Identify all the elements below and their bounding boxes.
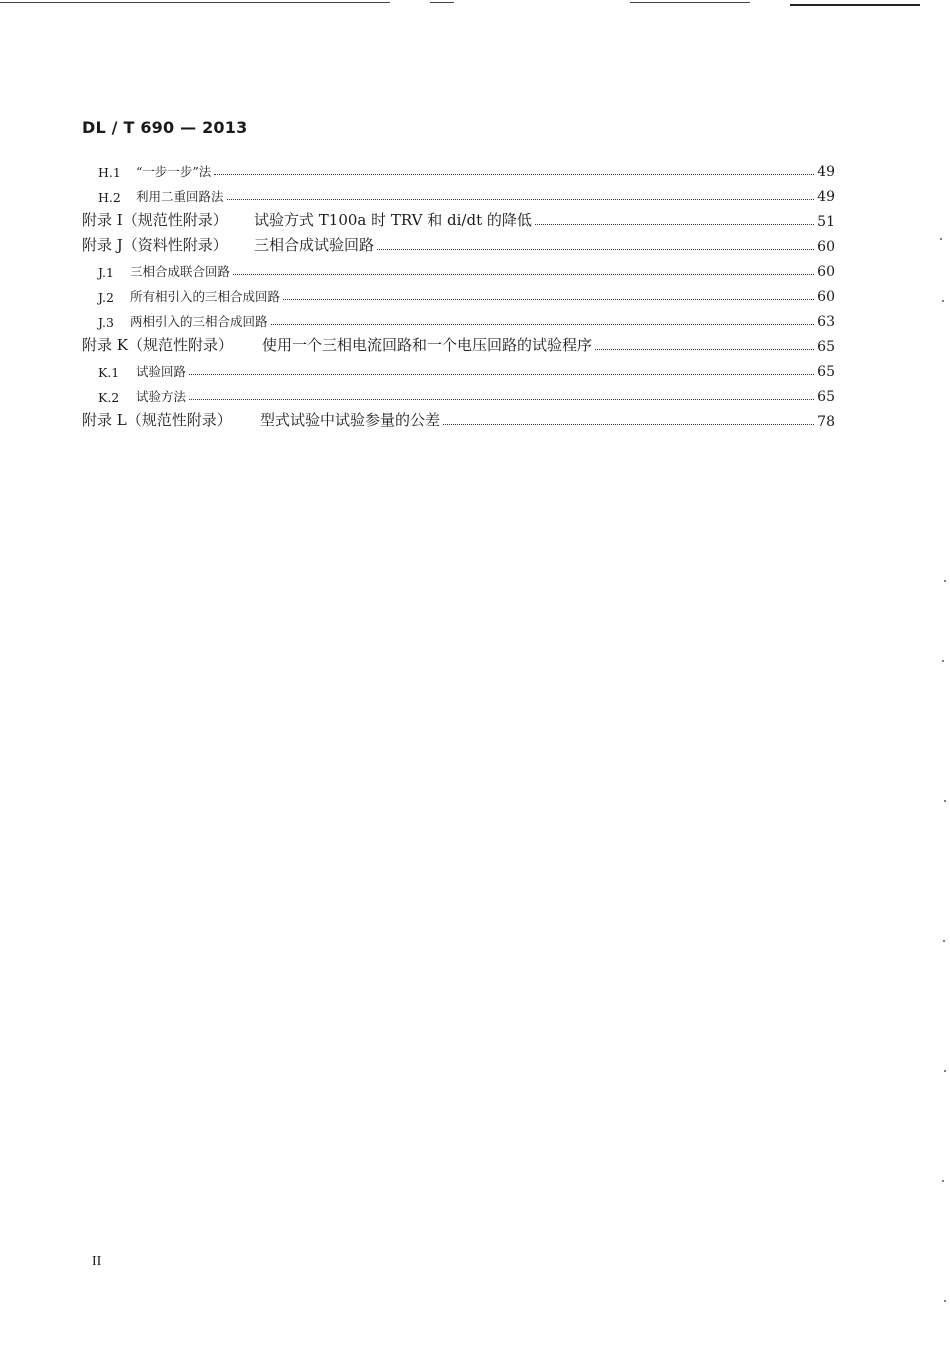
toc-entry[interactable] (0, 281, 950, 305)
toc-dot-leader (189, 399, 814, 400)
toc-entry-number: J.3 (98, 315, 114, 330)
toc-entry[interactable] (0, 206, 950, 230)
toc-entry-number: H.1 (98, 165, 121, 180)
toc-entry-page: 60 (817, 264, 835, 280)
toc-entry-title: 试验方式 T100a 时 TRV 和 di/dt 的降低 (254, 211, 532, 229)
document-code-header: DL / T 690 — 2013 (82, 118, 248, 137)
toc-entry[interactable] (0, 406, 950, 430)
toc-entry[interactable] (0, 356, 950, 380)
toc-dot-leader (377, 249, 814, 250)
toc-entry[interactable] (0, 181, 950, 205)
scan-speck (942, 1180, 944, 1182)
toc-dot-leader (227, 199, 815, 200)
toc-dot-leader (595, 349, 814, 350)
toc-entry-title: 试验回路 (136, 364, 187, 379)
page-number-footer: II (92, 1254, 102, 1269)
toc-entry-title: 三相合成试验回路 (254, 236, 375, 254)
scan-speck (944, 800, 946, 802)
toc-entry[interactable] (0, 256, 950, 280)
toc-entry-number: K.1 (98, 365, 120, 380)
toc-dot-leader (189, 374, 814, 375)
toc-entry-title: 试验方法 (136, 389, 187, 404)
toc-entry[interactable] (0, 156, 950, 180)
scan-speck (942, 300, 944, 302)
toc-dot-leader (271, 324, 815, 325)
scan-speck (944, 580, 946, 582)
toc-entry-page: 60 (817, 239, 835, 255)
toc-entry-number: K.2 (98, 390, 120, 405)
toc-entry-page: 63 (817, 314, 835, 330)
toc-entry-number: 附录 K（规范性附录） (82, 336, 233, 354)
toc-entry-page: 60 (817, 289, 835, 305)
toc-entry-number: J.1 (98, 265, 114, 280)
toc-entry-title: 使用一个三相电流回路和一个电压回路的试验程序 (262, 336, 593, 354)
toc-dot-leader (535, 224, 814, 225)
toc-entry-title: 三相合成联合回路 (130, 264, 231, 279)
toc-entry-number: 附录 J（资料性附录） (82, 236, 228, 254)
scan-speck (940, 238, 942, 240)
scan-speck (944, 1300, 946, 1302)
scan-artifact-line (0, 2, 390, 3)
toc-entry[interactable] (0, 231, 950, 255)
scan-speck (944, 1070, 946, 1072)
toc-entry-page: 78 (817, 414, 835, 430)
toc-entry-number: 附录 I（规范性附录） (82, 211, 228, 229)
toc-entry[interactable] (0, 306, 950, 330)
scan-speck (942, 660, 944, 662)
toc-entry[interactable] (0, 331, 950, 355)
toc-entry-title: 两相引入的三相合成回路 (130, 314, 268, 329)
scan-speck (943, 940, 945, 942)
toc-entry-page: 65 (817, 339, 835, 355)
toc-entry-page: 51 (817, 214, 835, 230)
scan-artifact-line (630, 2, 750, 3)
toc-entry-page: 65 (817, 364, 835, 380)
toc-entry-title: 所有相引入的三相合成回路 (130, 289, 281, 304)
toc-entry-number: 附录 L（规范性附录） (82, 411, 232, 429)
toc-entry-page: 49 (817, 164, 835, 180)
toc-entry-number: H.2 (98, 190, 121, 205)
toc-entry-number: J.2 (98, 290, 114, 305)
toc-dot-leader (283, 299, 814, 300)
toc-entry-page: 49 (817, 189, 835, 205)
toc-entry-title: 型式试验中试验参量的公差 (260, 411, 441, 429)
toc-entry-title: “一步一步”法 (136, 164, 212, 179)
toc-dot-leader (214, 174, 814, 175)
scan-artifact-line (790, 4, 920, 6)
toc-entry[interactable] (0, 381, 950, 405)
toc-entry-title: 利用二重回路法 (136, 189, 224, 204)
toc-entry-page: 65 (817, 389, 835, 405)
toc-dot-leader (233, 274, 814, 275)
toc-dot-leader (443, 424, 814, 425)
scan-artifact-line (430, 2, 454, 3)
